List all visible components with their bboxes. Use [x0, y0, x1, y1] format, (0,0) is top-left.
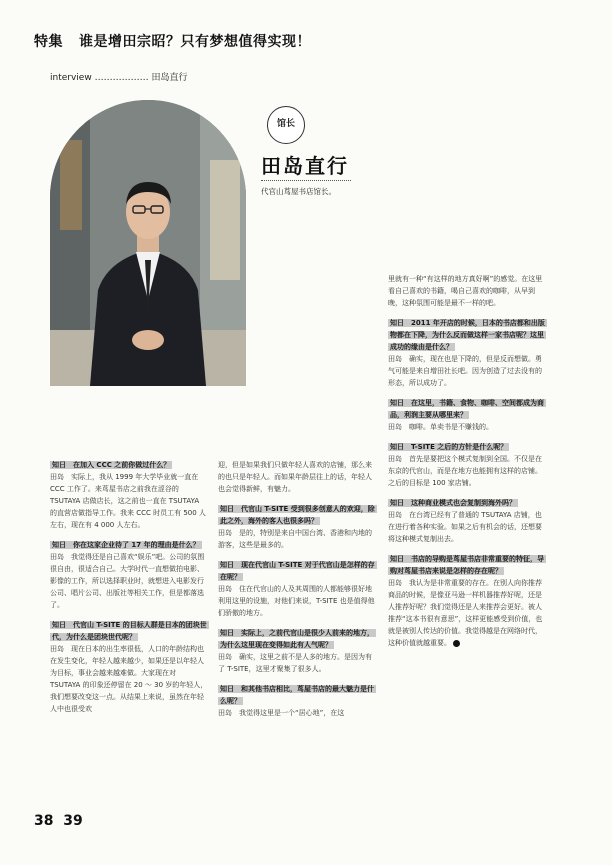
name-divider — [261, 180, 351, 181]
question: 知日 T-SITE 之后的方针是什么呢？ — [390, 443, 508, 451]
answer: 田岛 在台湾已经有了普通的 TSUTAYA 店铺，也在进行着各种实验。如果之后有机会的话，还想要将这种模式复制出去。 — [388, 511, 542, 543]
portrait-illustration — [50, 100, 246, 386]
question: 知日 和其他书店相比，茑屋书店的最大魅力是什么呢？ — [220, 685, 374, 705]
portrait-photo — [50, 100, 246, 386]
page-number-right: 39 — [63, 813, 83, 829]
question: 知日 这种商业模式也会复制到海外吗？ — [390, 499, 516, 507]
answer: 田岛 我觉得这里是一个“居心地”，在这 — [218, 709, 345, 717]
interviewee-name: 田岛直行 — [151, 73, 188, 83]
page-number-left: 38 — [34, 813, 54, 829]
feature-header — [34, 31, 311, 51]
end-mark-icon — [453, 640, 460, 647]
column-3 — [388, 273, 546, 657]
answer: 田岛 现在日本的出生率很低，人口的年龄结构也在发生变化，年轻人越来越少，如果还是以年轻人为目标，事业会越来越难做。大家现在对 TSUTAYA 的印象还停留在 20 ～ 30 岁的年轻人，我们想要改变这一点。从结果上来说，虽然在年轻人中也很受欢 — [50, 645, 208, 713]
feature-title: 谁是增田宗昭？只有梦想值得实现！ — [79, 34, 311, 50]
person-role: 代官山茑屋书店馆长。 — [261, 187, 336, 196]
interview-dots: ……………… — [94, 73, 149, 83]
answer: 里就有一种“有这样的地方真好啊”的感觉。在这里看自己喜欢的书籍，喝自己喜欢的咖啡，从早到晚，这种氛围可能是最不一样的吧。 — [388, 275, 543, 307]
question: 知日 代官山 T-SITE 的目标人群是日本的团块世代，为什么是团块世代呢？ — [52, 621, 207, 641]
answer: 田岛 确实，这里之前不是人多的地方。是因为有了 T-SITE，这里才聚集了很多人。 — [218, 653, 372, 673]
question: 知日 你在这家企业待了 17 年的理由是什么？ — [52, 541, 200, 549]
answer: 田岛 住在代官山的人及其周围的人都能够很好地利用这里的设施，对他们来说，T-SITE 也是值得他们骄傲的地方。 — [218, 585, 375, 617]
page-numbers — [34, 813, 83, 829]
question: 知日 代官山 T-SITE 受到很多创意人的欢迎，除此之外，海外的客人也很多吗？ — [220, 505, 375, 525]
answer: 田岛 咖啡。单卖书是不赚钱的。 — [388, 423, 493, 431]
answer: 田岛 我认为是非常重要的存在。在别人向你推荐商品的时候，是像亚马逊一样机器推荐好呢，还是人推荐好呢？我们觉得还是人来推荐会更好。被人推荐“这本书很有意思”，这样更能感受到价值，也就是被别人传达的价值。我觉得越是在网络时代，这种价值就越重要。 — [388, 579, 543, 647]
answer: 田岛 首先是要把这个模式复制到全国。不仅是在东京的代官山，而是在地方也能拥有这样的店铺。之后的目标是 100 家店铺。 — [388, 455, 542, 487]
question: 知日 2011 年开店的时候，日本的书店都和出版物都在下降，为什么反而做这样一家书店呢？这里成功的缘由是什么？ — [390, 319, 545, 351]
column-2 — [218, 459, 376, 727]
person-name: 田岛直行 — [261, 154, 349, 178]
feature-tag: 特集 — [34, 34, 63, 50]
answer: 田岛 实际上，我从 1999 年大学毕业就一直在 CCC 工作了。来茑屋书店之前我在涩谷的 TSUTAYA 店做店长，这之前也一直在 TSUTAYA 的直营店做指导工作。我来 CCC 时员工有 500 人左右，现在有 4 000 人左右。 — [50, 473, 206, 529]
answer: 田岛 我觉得还是自己喜欢“娱乐”吧。公司的氛围很自由，很适合自己。大学时代一直想做拍电影、影像的工作，所以选择职业时，就想进入电影发行公司、唱片公司、出版社等相关工作，但是都落选了。 — [50, 553, 205, 609]
question: 知日 书店的导购是茑屋书店非常重要的特征，导购对茑屋书店来说是怎样的存在呢？ — [390, 555, 544, 575]
column-1 — [50, 459, 208, 723]
question: 知日 在这里，书籍、食物、咖啡、空间都成为商品，利润主要从哪里来？ — [390, 399, 544, 419]
interview-byline — [50, 70, 187, 83]
question: 知日 实际上，之前代官山是很少人前来的地方，为什么这里现在变得如此有人气呢？ — [220, 629, 374, 649]
answer: 迎，但是如果我们只做年轻人喜欢的店铺，那么来的也只是年轻人。而如果年龄层往上的话，年轻人也会觉得新鲜，有魅力。 — [218, 461, 372, 493]
interview-label: interview — [50, 73, 92, 83]
answer: 田岛 确实，现在也是下降的，但是反而想做。勇气可能是来自增田社长吧。因为创造了过去没有的形态，所以成功了。 — [388, 355, 542, 387]
question: 知日 现在代官山 T-SITE 对于代官山是怎样的存在呢？ — [220, 561, 375, 581]
question: 知日 在加入 CCC 之前你做过什么？ — [52, 461, 171, 469]
answer: 田岛 是的，特别是来自中国台湾、香港和内地的游客，这些是最多的。 — [218, 529, 372, 549]
role-badge: 馆长 — [267, 106, 305, 144]
